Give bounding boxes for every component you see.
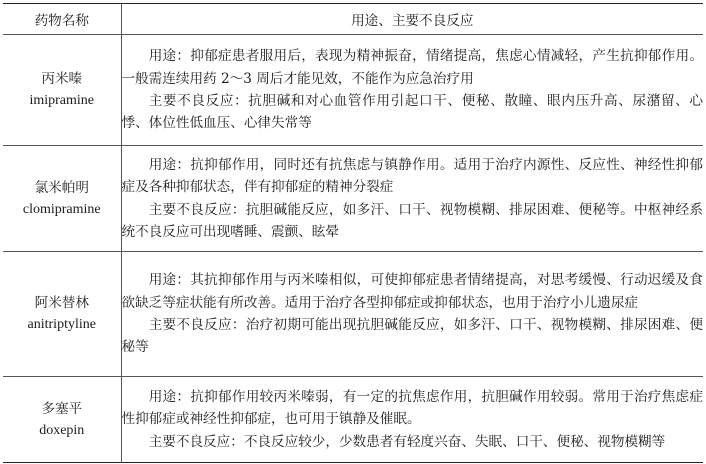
drug-name-cell — [3, 146, 121, 252]
drug-description-cell — [121, 377, 703, 463]
adverse-reaction-text: 主要不良反应：治疗初期可能出现抗胆碱能反应，如多汗、口干、视物模糊、排尿困难、便秘等 — [121, 317, 703, 356]
usage-text: 用途：其抗抑郁作用与丙米嗪相似，可使抑郁症患者情绪提高，对思考缓慢、行动迟缓及食欲缺乏等症状能有所改善。适用于治疗各型抑郁症或抑郁状态，也用于治疗小儿遗尿症 — [121, 272, 703, 311]
drug-name-zh: 阿米替林 — [34, 295, 89, 311]
table-row — [3, 35, 703, 146]
drug-name-en: imipramine — [29, 93, 95, 108]
drug-name-cell — [3, 377, 121, 463]
header-drug-name: 药物名称 — [3, 4, 121, 35]
drug-description-cell — [121, 252, 703, 377]
table-row — [3, 252, 703, 377]
drug-name-en: clomipramine — [22, 201, 101, 217]
header-row — [3, 4, 703, 35]
drug-name-cell — [3, 35, 121, 146]
usage-text: 用途：抑郁症患者服用后，表现为精神振奋，情绪提高，焦虑心情减轻，产生抗抑郁作用。一般需连续用药 2～3 周后才能见效，不能作为应急治疗用 — [121, 48, 703, 87]
table-row — [3, 377, 703, 463]
adverse-reaction-text: 主要不良反应：不良反应较少，少数患者有轻度兴奋、失眠、口干、便秘、视物模糊等 — [148, 433, 666, 450]
drug-name-en: anitriptyline — [27, 317, 96, 332]
usage-text: 用途：抗抑郁作用较丙米嗪弱，有一定的抗焦虑作用，抗胆碱作用较弱。常用于治疗焦虑症性抑郁症或神经性抑郁症，也可用于镇静及催眠。 — [121, 388, 703, 428]
adverse-reaction-text: 主要不良反应：抗胆碱能反应，如多汗、口干、视物模糊、排尿困难、便秘等。中枢神经系统不良反应可出现嗜睡、震颤、眩晕 — [121, 201, 703, 240]
usage-text: 用途：抗抑郁作用，同时还有抗焦虑与镇静作用。适用于治疗内源性、反应性、神经性抑郁症及各种抑郁状态，伴有抑郁症的精神分裂症 — [121, 156, 703, 196]
drug-name-zh: 多塞平 — [41, 400, 83, 417]
drug-name-zh: 氯米帕明 — [34, 179, 89, 196]
drug-description-cell — [121, 35, 703, 146]
table-row — [3, 146, 703, 252]
drug-table — [3, 3, 703, 463]
drug-name-en: doxepin — [39, 422, 85, 438]
drug-name-cell — [3, 252, 121, 377]
drug-description-cell — [121, 146, 703, 252]
drug-name-zh: 丙米嗪 — [41, 71, 83, 87]
adverse-reaction-text: 主要不良反应：抗胆碱和对心血管作用引起口干、便秘、散瞳、眼内压升高、尿潴留、心悸、体位性低血压、心律失常等 — [121, 93, 703, 132]
header-usage-adverse: 用途、主要不良反应 — [121, 4, 703, 35]
